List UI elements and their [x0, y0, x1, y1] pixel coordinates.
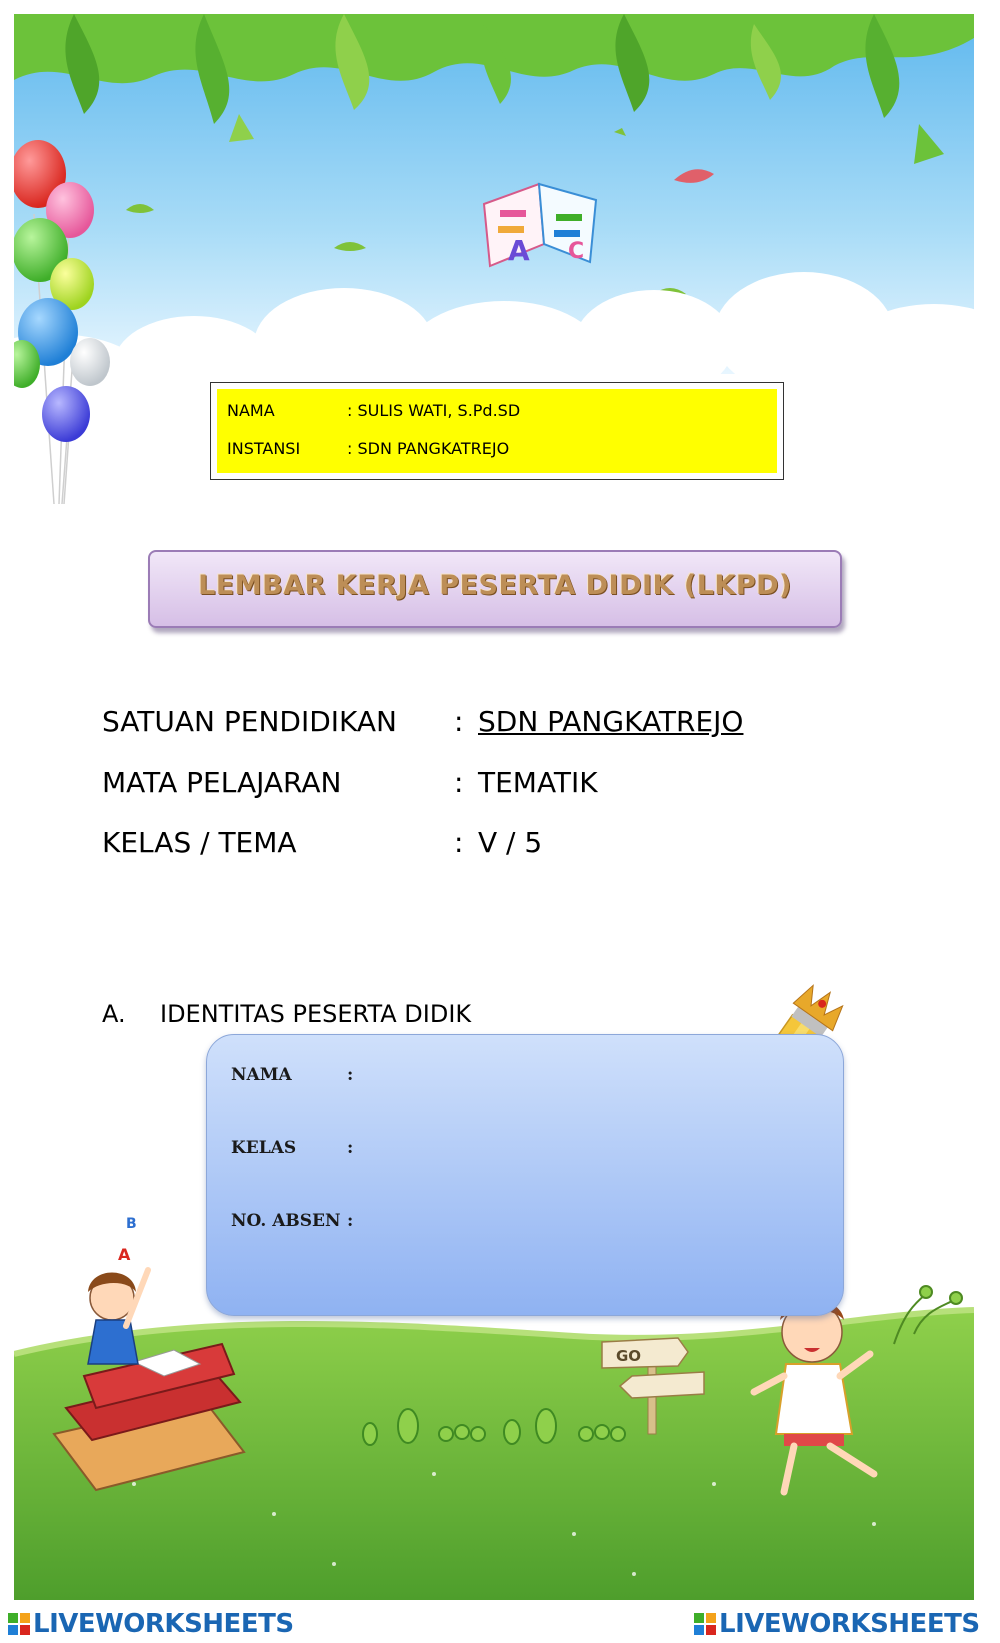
- liveworksheets-logo-icon: [694, 1613, 716, 1635]
- identity-absen-label: NO. ABSEN: [231, 1211, 341, 1231]
- colon: :: [347, 1065, 354, 1085]
- section-title: IDENTITAS PESERTA DIDIK: [160, 1000, 472, 1028]
- teacher-institution-row: [227, 439, 509, 458]
- worksheet-page: [14, 14, 974, 1600]
- class-label: KELAS / TEMA: [102, 826, 297, 859]
- identity-name-row[interactable]: [231, 1065, 353, 1085]
- school-label: SATUAN PENDIDIKAN: [102, 705, 397, 738]
- identity-name-label: NAMA: [231, 1065, 292, 1085]
- book-letter: C: [568, 239, 585, 264]
- colon: :: [454, 705, 464, 738]
- class-value: V / 5: [478, 826, 543, 859]
- section-letter: A.: [102, 1000, 126, 1028]
- liveworksheets-logo[interactable]: [694, 1609, 980, 1639]
- subject-value: TEMATIK: [478, 766, 598, 799]
- floating-letter: B: [126, 1216, 137, 1232]
- colon: :: [454, 766, 464, 799]
- liveworksheets-logo-icon: [8, 1613, 30, 1635]
- teacher-info-box: [210, 382, 784, 480]
- footer-bar: [0, 1600, 1000, 1643]
- liveworksheets-brand: LIVEWORKSHEETS: [33, 1609, 294, 1639]
- section-a-heading: [102, 1000, 471, 1028]
- floating-letter: A: [118, 1245, 131, 1264]
- book-letter: A: [508, 234, 530, 267]
- signpost-label: GO: [616, 1347, 642, 1365]
- subject-label: MATA PELAJARAN: [102, 766, 342, 799]
- colon: :: [347, 1138, 354, 1158]
- teacher-name-label: NAMA: [227, 401, 275, 420]
- identity-absen-row[interactable]: [231, 1211, 353, 1231]
- teacher-name-row: [227, 401, 520, 420]
- teacher-institution-value: : SDN PANGKATREJO: [347, 439, 510, 458]
- identity-class-label: KELAS: [231, 1138, 297, 1158]
- liveworksheets-brand: LIVEWORKSHEETS: [719, 1609, 980, 1639]
- student-identity-box: [206, 1034, 844, 1316]
- teacher-name-value: : SULIS WATI, S.Pd.SD: [347, 401, 521, 420]
- info-row-class: [102, 826, 542, 859]
- liveworksheets-logo[interactable]: [8, 1609, 294, 1639]
- lkpd-title-banner: [148, 550, 842, 628]
- teacher-institution-label: INSTANSI: [227, 439, 301, 458]
- identity-class-row[interactable]: [231, 1138, 353, 1158]
- colon: :: [347, 1211, 354, 1231]
- school-value: SDN PANGKATREJO: [478, 705, 744, 738]
- info-row-school: [102, 705, 743, 738]
- background-scene: [14, 14, 974, 1600]
- colon: :: [454, 826, 464, 859]
- teacher-info-highlight: [217, 389, 777, 473]
- lkpd-title: LEMBAR KERJA PESERTA DIDIK (LKPD): [198, 570, 792, 601]
- info-row-subject: [102, 766, 598, 799]
